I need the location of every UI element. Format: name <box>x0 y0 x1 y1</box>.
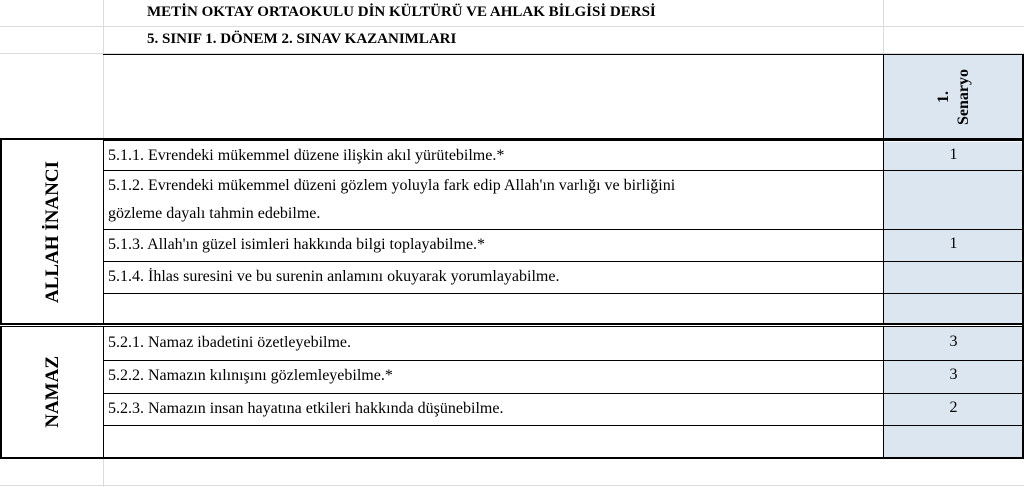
section-name: ALLAH İNANCI <box>41 161 63 303</box>
border <box>0 457 1024 459</box>
gridline <box>103 459 104 487</box>
table-row-value: 1 <box>949 146 958 163</box>
section-name: NAMAZ <box>41 356 63 428</box>
table-row-value: 3 <box>949 333 958 350</box>
table-row-value: 2 <box>949 399 958 416</box>
document-subtitle: 5. SINIF 1. DÖNEM 2. SINAV KAZANIMLARI <box>147 31 457 47</box>
border <box>0 326 1024 327</box>
border <box>103 360 1024 361</box>
section-label-allah-inanci <box>2 141 103 323</box>
border <box>103 393 1024 394</box>
border <box>103 261 1024 262</box>
border <box>883 140 884 325</box>
border <box>0 323 1024 325</box>
border <box>103 229 1024 230</box>
border <box>103 170 1024 171</box>
table-row-value: 3 <box>949 366 958 383</box>
table-row-text: 5.2.3. Namazın insan hayatına etkileri hakkında düşünebilme. <box>108 400 504 417</box>
table-row-text <box>108 172 878 228</box>
gridline <box>0 26 1024 27</box>
table-row-text: 5.1.4. İhlas suresini ve bu surenin anlamını okuyarak yorumlayabilme. <box>108 268 560 285</box>
border <box>103 140 104 325</box>
table-row-text: 5.1.1. Evrendeki mükemmel düzene ilişkin akıl yürütebilme.* <box>108 147 505 164</box>
section-label-namaz <box>2 327 103 457</box>
gridline <box>103 0 104 140</box>
table-row-text-line: 5.1.2. Evrendeki mükemmel düzeni gözlem yoluyla fark edip Allah'ın varlığı ve birliğini <box>108 177 676 194</box>
table-row-text-line: gözleme dayalı tahmin edebilme. <box>108 205 321 222</box>
table-row-text: 5.1.3. Allah'ın güzel isimleri hakkında bilgi toplayabilme.* <box>108 236 486 253</box>
scenario-header <box>884 55 1023 139</box>
border <box>103 293 1024 294</box>
table-row-text: 5.2.1. Namaz ibadetini özetleyebilme. <box>108 334 352 351</box>
table-row-value: 1 <box>949 235 958 252</box>
gridline <box>0 485 1024 486</box>
document-title: METİN OKTAY ORTAOKULU DİN KÜLTÜRÜ VE AHLAK BİLGİSİ DERSİ <box>147 4 656 20</box>
table-row-text: 5.2.2. Namazın kılınışını gözlemleyebilme.* <box>108 367 393 384</box>
gridline <box>883 0 884 55</box>
border <box>103 140 1024 141</box>
scenario-header-number: 1. <box>934 91 952 103</box>
scenario-header-label: Senaryo <box>954 69 972 125</box>
border <box>103 425 1024 426</box>
